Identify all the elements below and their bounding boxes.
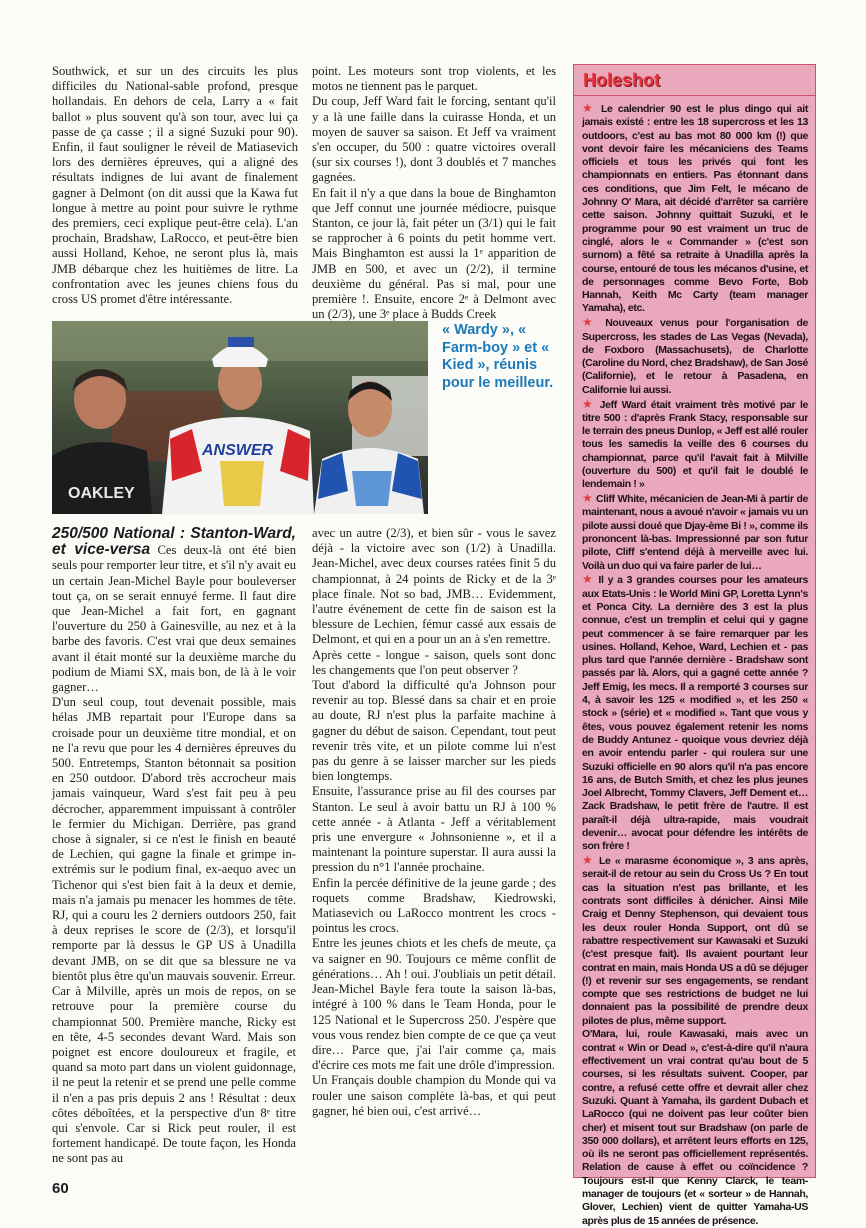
sidebar-paragraph [582,398,808,492]
article-paragraph-lead [52,526,296,695]
star-bullet-icon: ★ [582,572,599,587]
sidebar-paragraph-text: Le calendrier 90 est le plus dingo qui ait jamais existé : entre les 18 supercross et les 13 outdoors, c'est au bas mot 80 000 km (!) que vont devoir faire les mécaniciens des Teams officiels et tous les privés qui font les championnats en entiers. Pas étonnant dans ces conditions, que Jim Felt, le mécano de Johnny O' Mara, ait décidé d'arrêter sa carrière cette saison. Johnny quittait Suzuki, et le programme pour 90 est vraiment un truc de cinglé, alors le « Commander » (c'est son surnom) a fêté sa retraite à Unadilla après la course, entouré de tous les mécanos d'usine, et de personnages comme Bevo Forte, Bob Hannah, Keith Mc Carty (team manager Yamaha), etc. [582,103,808,315]
article-column-2 [312,64,556,322]
sidebar-paragraph [582,492,808,573]
article-column-1 [52,64,298,307]
rider-photo [52,321,428,514]
article-paragraph: Car à Milville, après un mois de repos, on se retrouve pour la première course du championnat 500. Première manche, Ricky est en tête, 4-5 secondes devant Ward. Mais son poignet est encore douloureux et fragile, et quand sa moto part dans un violent guidonnage, il ne peut la retenir et se prend une pelle comme il n'en a pas pris depuis 2 ans ! Résultat : deux côtes déboîtées, et la perspective d'un 8ᵉ titre qui s'envole. Car si Rick peut rouler, il est fortement handicapé. De toute façon, les Honda ne sont pas au [52,984,296,1166]
article-paragraph: avec un autre (2/3), et bien sûr - vous le savez déjà - la victoire avec son (1/2) à Unadilla. Jean-Michel, avec deux courses ratées finit 5 du championnat, à 24 points de Ricky et de la 3ᵉ place finale. Not so bad, JMB… Evidemment, l'autre événement de cette fin de saison est la blessure de Lechien, fémur cassé aux essais de Delmont, et qui en a pour un an à s'en remettre. [312,526,556,647]
shirt-text: OAKLEY [68,485,135,502]
sidebar-paragraph [582,573,808,853]
star-bullet-icon: ★ [582,396,600,411]
holeshot-sidebar [573,64,816,1227]
article-paragraph: Tout d'abord la difficulté qu'a Johnson pour revenir au top. Blessé dans sa chair et en proie au doute, RJ n'est plus la parfaite machine à gagner du début de saison. Cependant, tout peut revenir très vite, et un pilote comme lui n'est pas du genre à se laisser marcher sur les pieds bien longtemps. [312,678,556,784]
sidebar-paragraph-text: O'Mara, lui, roule Kawasaki, mais avec un contrat « Win or Dead », c'est-à-dire qu'il n'aura effectivement un vrai contrat qu'au bout de 5 courses, si les résultats suivent. Cooper, par contre, a refusé cette offre et devrait aller chez Suzuki. Quant à Yamaha, ils gardent Dubach et LaRocco (qui ne doivent pas leur coûter bien cher) et misent tout sur Bradshaw (on parle de 350 000 dollars), et arrêtent leurs efforts en 125, où ils ne seront pas officiellement représentés. Relation de cause à effet ou coïncidence ? Toujours est-il que Kenny Clarck, le team-manager de toujours (et « sorteur » de Hannah, Glover, Lechien) vient de quitter Yamaha-US après plus de 15 années de présence. [582,1028,808,1227]
section-heading: 250/500 National : Stanton-Ward, et vice-versa [52,525,296,559]
article-paragraph: Southwick, et sur un des circuits les plus difficiles du National-sable profond, presque hollandais. En dehors de cela, Larry a « fait ballot » plus souvent qu'à son tour, avec lui ça passe de ça casse ; il a signé Suzuki pour 90). Enfin, il faut souligner le réveil de Matiasevich lors des dernières épreuves, qui a aligné des résultats indignes de lui avant de finalement gagner à Delmont (on dit aussi que la Kawa fut longue à mettre au point pour suivre le rythme des premiers, ceci explique peut-être cela). L'an prochain, Bradshaw, LaRocco, et peut-être bien aussi Holland, Kehoe, ne seront plus là, mais JMB débarque chez les huitièmes de litre. La confrontation avec les jeunes chiens fous du cross US promet d'être intéressante. [52,64,298,307]
article-column-3 [52,526,296,1167]
sidebar-paragraph [582,102,808,316]
jersey-brand-text: ANSWER [202,442,274,459]
page-number: 60 [52,1180,69,1197]
photo-caption: « Wardy », « Farm-boy » et « Kied », réunis pour le meilleur. [442,322,554,391]
article-paragraph: point. Les moteurs sont trop violents, et les motos ne tiennent pas le parquet. [312,64,556,94]
star-bullet-icon: ★ [582,315,606,330]
article-paragraph: Du coup, Jeff Ward fait le forcing, sentant qu'il y a là une faille dans la cuirasse Honda, et un moyen de sauver sa saison. Et Jeff va vraiment s'en occuper, du 500 : quatre victoires overall (sur six courses !), dont 3 doublés et 7 manches gagnées. [312,94,556,185]
sidebar-paragraph-text: Le « marasme économique », 3 ans après, serait-il de retour au sein du Cross Us ? En tout cas la situation n'est pas brillante, et les contrats sont difficiles à dénicher. Ainsi Mile Craig et Denny Stephenson, qui devaient tous les deux rouler Honda Support, ont dû se rabattre respectivement sur Kawasaki et Suzuki (c'est presque fait). Ils avaient pourtant leur contrat en main, mais Honda US a dû se déjuger (!) et revenir sur ses engagements, se rendant compte que ses restrictions de budget ne lui donnaient pas la possibilité de prendre deux pilotes de plus, même support. [582,855,808,1027]
article-paragraph: Ensuite, l'assurance prise au fil des courses par Stanton. Le seul à avoir battu un RJ à 100 % cette année - à Atlanta - Jeff a véritablement pris une envergure « Johnsonienne », et il a maintenant la pointure superstar. Il aura aussi la pression du n°1 l'année prochaine. [312,784,556,875]
article-paragraph: Enfin la percée définitive de la jeune garde ; des roquets comme Bradshaw, Kiedrowski, Matiasevich ou LaRocco montrent les crocs - pointus les crocs. [312,875,556,936]
star-bullet-icon: ★ [582,491,597,506]
article-paragraph: Entre les jeunes chiots et les chefs de meute, ça va saigner en 90. Toujours ce même conflit de générations… Ah ! oui. J'oubliais un petit détail. Jean-Michel Bayle fera toute la saison là-bas, intégré à 100 % dans le Team Honda, pour le 125 National et le Supercross 250. J'espère que vous vous rendez bien compte de ce que ça veut dire… Parce que, j'ai l'air comme ça, mais d'écrire ces mots me fait une drôle d'impression. [312,936,556,1073]
star-bullet-icon: ★ [582,853,599,868]
sidebar-title: Holeshot [583,70,661,90]
sidebar-body [582,102,808,1228]
sidebar-paragraph [582,316,808,397]
sidebar-paragraph-text: Jeff Ward était vraiment très motivé par le titre 500 : d'après Frank Stacy, responsable sur le terrain des pneus Dunlop, « Jeff est allé rouler tous les samedis la veille des 6 courses du championnat, parce qu'il l'avait fait à Milville (ouverture du 500) et qu'il fait le doublé le lendemain ! » [582,398,808,491]
article-paragraph: D'un seul coup, tout devenait possible, mais hélas JMB repartait pour l'Europe dans sa croisade pour un deuxième titre mondial, et on ne l'a revu que pour les 4 dernières épreuves du 500. Entretemps, Stanton bétonnait sa position en 250 outdoor. D'abord très accrocheur mais jamais vainqueur, Ward s'est fait peu à peu décrocher, apparemment impuissant à contrôler le fermier du Michigan. Derrière, pas grand chose à signaler, si ce n'est le finish en beauté de Lechien, qui gagne la finale et grimpe in-extrémis sur le podium final, ex-aequo avec un Tichenor qui s'est bien fait à la deux et demie, mais n'a jamais pu menacer les hommes de tête. RJ, qui a couru les 2 derniers outdoors 250, fait à deux reprises le score de (2/3), et lorsqu'il remporte par là dessus le GP US à Unadilla devant JMB, on se dit que sa blessure ne va bientôt plus être qu'un mauvais souvenir. Erreur. [52,695,296,983]
article-column-4 [312,526,556,1119]
sidebar-divider [574,95,815,96]
article-paragraph: En fait il n'y a que dans la boue de Binghamton que Jeff connut une journée médiocre, puisque Stanton, ce jour là, fait péter un (3/1) qui le fait se rapprocher à 6 points du petit homme vert. Mais Binghamton est aussi la 1ᵉ apparition de JMB en 500, et avec un (2/2), il termine deuxième du général. Pas si mal, pour une première !. Ensuite, encore 2ᵉ à Delmont avec un (2/3), une 3ᵉ place à Budds Creek [312,185,556,322]
lead-text: Ces deux-là ont été bien seuls pour remporter leur titre, et s'il n'y avait eu un certain Jean-Michel Bayle pour bouleverser tout ça, on se serait ennuyé ferme. Il faut dire que Jean-Michel a fait fort, en gagnant l'ouverture du 250 à Gainesville, au nez et à la barbe des favoris. C'est vrai que deux semaines avant il était monté sur la deuxième marche du podium de Miami SX, mais bon, de là à le voir gagner… [52,543,297,695]
sidebar-paragraph-text: Il y a 3 grandes courses pour les amateurs aux Etats-Unis : le World Mini GP, Loretta Lynn's et Ponca City. La dernière des 3 est la plus connue, c'est un tremplin et celui qui y gagne peut commencer à se faire remarquer par les usines. Holland, Kehoe, Ward, Lechien et - pas plus tard que l'année dernière - Bradshaw sont passés par là. Alors, qui a gagné cette année ? Jeff Emig, les mecs. Il a remporté 3 courses sur 4, à savoir les 125 « modified », et les 250 « stock » (série) et « modified ». Tant que vous y êtes, vous pouvez également retenir les noms de Buddy Antunez - quoique vous devriez déjà en avoir entendu parler - qui roulera sur une Suzuki officielle en 90 alors qu'il n'a pas encore 16 ans, de Butch Smith, et chez les plus jeunes Joel Albrecht, Tommy Clavers, Jeff Dement et… Zack Bradshaw, le petit frère de l'autre. Il est paraît-il déjà ultra-rapide, mais voudrait devenir… avocat pour défendre les intérêts de son frère ! [582,574,808,853]
sidebar-paragraph [582,1028,808,1227]
sidebar-paragraph-text: Nouveaux venus pour l'organisation de Supercross, les stades de Las Vegas (Nevada), de Foxboro (Massachusets), de Charlotte (Caroline du Nord, chez Bradshaw), de San José (Californie), et le retour à Pasadena, en Californie lui aussi. [582,317,808,396]
sidebar-paragraph-text: Cliff White, mécanicien de Jean-Mi à partir de maintenant, nous a avoué n'avoir « jamais vu un pilote aussi doué que Djay-ème Bi ! », comme ils prononcent là-bas. Impressionné par son futur pilote, Cliff s'entend déjà à merveille avec lui. Voilà un duo qui va faire parler de lui… [582,493,808,572]
article-paragraph: Après cette - longue - saison, quels sont donc les changements que l'on peut observer ? [312,647,556,677]
article-paragraph: Un Français double champion du Monde qui va rouler une saison complète là-bas, et qui peut gagner, hé bien oui, c'est arrivé… [312,1073,556,1118]
star-bullet-icon: ★ [582,101,601,115]
sidebar-paragraph [582,854,808,1028]
